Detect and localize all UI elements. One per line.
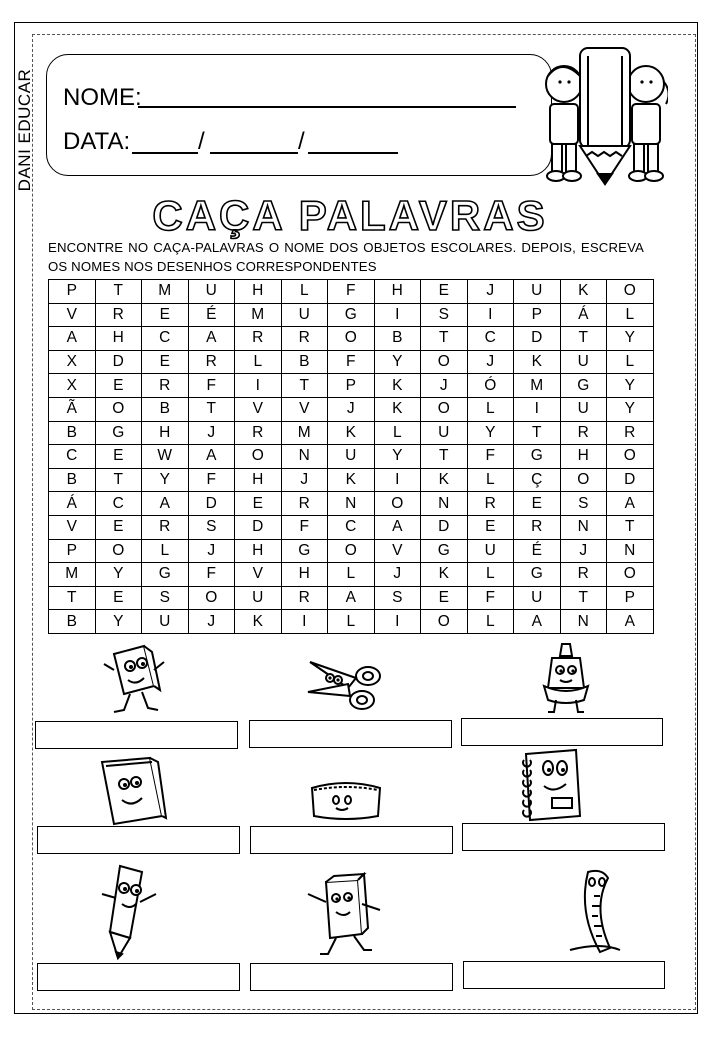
- grid-row: [49, 539, 654, 563]
- grid-cell[interactable]: V: [281, 397, 328, 421]
- grid-cell[interactable]: I: [281, 610, 328, 634]
- grid-cell[interactable]: F: [188, 468, 235, 492]
- grid-cell[interactable]: X: [49, 374, 96, 398]
- date-label: DATA:: [63, 128, 131, 155]
- grid-cell[interactable]: M: [281, 421, 328, 445]
- grid-cell[interactable]: C: [95, 492, 142, 516]
- grid-cell[interactable]: E: [142, 303, 189, 327]
- grid-cell[interactable]: L: [374, 421, 421, 445]
- grid-cell[interactable]: L: [467, 397, 514, 421]
- grid-cell[interactable]: R: [142, 515, 189, 539]
- answer-box-ruler[interactable]: [463, 961, 665, 989]
- grid-cell[interactable]: L: [328, 563, 375, 587]
- grid-cell[interactable]: H: [235, 280, 282, 304]
- grid-cell[interactable]: Á: [49, 492, 96, 516]
- grid-cell[interactable]: U: [235, 586, 282, 610]
- date-day-field[interactable]: [132, 150, 198, 154]
- grid-cell[interactable]: H: [374, 280, 421, 304]
- grid-cell[interactable]: I: [514, 397, 561, 421]
- grid-cell[interactable]: B: [142, 397, 189, 421]
- grid-cell[interactable]: B: [49, 468, 96, 492]
- grid-cell[interactable]: F: [328, 280, 375, 304]
- grid-row: [49, 610, 654, 634]
- grid-cell[interactable]: D: [421, 515, 468, 539]
- grid-row: [49, 445, 654, 469]
- grid-cell[interactable]: S: [188, 515, 235, 539]
- grid-cell[interactable]: J: [467, 350, 514, 374]
- grid-cell[interactable]: E: [467, 515, 514, 539]
- grid-cell[interactable]: N: [560, 515, 607, 539]
- grid-cell[interactable]: U: [188, 280, 235, 304]
- grid-cell[interactable]: L: [467, 468, 514, 492]
- grid-cell[interactable]: J: [560, 539, 607, 563]
- grid-cell[interactable]: F: [281, 515, 328, 539]
- grid-cell[interactable]: M: [142, 280, 189, 304]
- grid-cell[interactable]: M: [49, 563, 96, 587]
- grid-cell[interactable]: A: [328, 586, 375, 610]
- answer-box-notebook[interactable]: [462, 823, 665, 851]
- grid-cell[interactable]: J: [188, 539, 235, 563]
- grid-cell[interactable]: T: [514, 421, 561, 445]
- notebook-icon: [516, 746, 588, 822]
- grid-cell[interactable]: R: [467, 492, 514, 516]
- grid-cell[interactable]: D: [514, 327, 561, 351]
- grid-cell[interactable]: T: [421, 327, 468, 351]
- grid-row: [49, 563, 654, 587]
- grid-cell[interactable]: V: [49, 303, 96, 327]
- grid-cell[interactable]: E: [95, 374, 142, 398]
- name-field[interactable]: [138, 104, 516, 108]
- grid-cell[interactable]: L: [467, 610, 514, 634]
- grid-cell[interactable]: G: [142, 563, 189, 587]
- grid-cell[interactable]: S: [560, 492, 607, 516]
- date-separator: /: [298, 128, 305, 155]
- eraser-icon: [300, 872, 386, 960]
- brand-label: [14, 40, 36, 220]
- grid-cell[interactable]: Y: [95, 563, 142, 587]
- grid-row: [49, 374, 654, 398]
- kids-pencil-icon: [542, 42, 668, 192]
- grid-cell[interactable]: V: [49, 515, 96, 539]
- grid-cell[interactable]: T: [49, 586, 96, 610]
- grid-cell[interactable]: Y: [607, 327, 654, 351]
- grid-cell[interactable]: R: [235, 421, 282, 445]
- grid-cell[interactable]: O: [95, 539, 142, 563]
- grid-cell[interactable]: L: [142, 539, 189, 563]
- grid-cell[interactable]: U: [142, 610, 189, 634]
- grid-cell[interactable]: H: [95, 327, 142, 351]
- grid-cell[interactable]: Y: [374, 350, 421, 374]
- grid-cell[interactable]: I: [374, 610, 421, 634]
- grid-cell[interactable]: A: [607, 492, 654, 516]
- grid-cell[interactable]: J: [374, 563, 421, 587]
- answer-box-pencil[interactable]: [37, 963, 240, 991]
- glue-icon: [538, 640, 594, 718]
- scissors-icon: [300, 652, 386, 714]
- grid-cell[interactable]: U: [281, 303, 328, 327]
- grid-cell[interactable]: L: [467, 563, 514, 587]
- grid-cell[interactable]: O: [560, 468, 607, 492]
- grid-cell[interactable]: Á: [560, 303, 607, 327]
- date-year-field[interactable]: [308, 150, 398, 154]
- date-month-field[interactable]: [210, 150, 298, 154]
- grid-cell[interactable]: J: [281, 468, 328, 492]
- page-title: [150, 190, 550, 240]
- grid-cell[interactable]: Ó: [467, 374, 514, 398]
- grid-row: [49, 303, 654, 327]
- grid-cell[interactable]: G: [95, 421, 142, 445]
- grid-cell[interactable]: M: [235, 303, 282, 327]
- grid-cell[interactable]: R: [560, 563, 607, 587]
- grid-cell[interactable]: P: [328, 374, 375, 398]
- grid-cell[interactable]: I: [467, 303, 514, 327]
- grid-cell[interactable]: L: [607, 303, 654, 327]
- grid-cell[interactable]: T: [421, 445, 468, 469]
- grid-cell[interactable]: V: [235, 563, 282, 587]
- header-box: [46, 54, 552, 176]
- grid-row: [49, 492, 654, 516]
- grid-cell[interactable]: E: [421, 586, 468, 610]
- grid-cell[interactable]: É: [514, 539, 561, 563]
- grid-cell[interactable]: E: [235, 492, 282, 516]
- grid-cell[interactable]: D: [95, 350, 142, 374]
- grid-cell[interactable]: Y: [607, 397, 654, 421]
- grid-cell[interactable]: B: [281, 350, 328, 374]
- grid-cell[interactable]: N: [607, 539, 654, 563]
- grid-cell[interactable]: O: [235, 445, 282, 469]
- grid-cell[interactable]: K: [560, 280, 607, 304]
- grid-cell[interactable]: R: [95, 303, 142, 327]
- grid-cell[interactable]: N: [281, 445, 328, 469]
- grid-cell[interactable]: Y: [374, 445, 421, 469]
- grid-cell[interactable]: T: [560, 586, 607, 610]
- grid-cell[interactable]: I: [374, 468, 421, 492]
- grid-cell[interactable]: K: [328, 468, 375, 492]
- grid-cell[interactable]: J: [188, 421, 235, 445]
- grid-cell[interactable]: M: [514, 374, 561, 398]
- grid-row: [49, 350, 654, 374]
- answer-box-sharpener[interactable]: [35, 721, 238, 749]
- grid-cell[interactable]: R: [142, 374, 189, 398]
- grid-cell[interactable]: U: [514, 586, 561, 610]
- grid-cell[interactable]: B: [49, 421, 96, 445]
- grid-cell[interactable]: K: [421, 468, 468, 492]
- grid-cell[interactable]: A: [188, 445, 235, 469]
- grid-cell[interactable]: W: [142, 445, 189, 469]
- grid-cell[interactable]: N: [328, 492, 375, 516]
- grid-cell[interactable]: K: [328, 421, 375, 445]
- grid-cell[interactable]: R: [235, 327, 282, 351]
- grid-cell[interactable]: Y: [142, 468, 189, 492]
- ruler-icon: [564, 866, 624, 958]
- grid-row: [49, 280, 654, 304]
- grid-cell[interactable]: O: [607, 563, 654, 587]
- grid-cell[interactable]: C: [142, 327, 189, 351]
- grid-cell[interactable]: A: [142, 492, 189, 516]
- grid-cell[interactable]: O: [374, 492, 421, 516]
- grid-cell[interactable]: R: [188, 350, 235, 374]
- grid-cell[interactable]: O: [421, 350, 468, 374]
- grid-cell[interactable]: R: [281, 492, 328, 516]
- grid-cell[interactable]: F: [328, 350, 375, 374]
- grid-cell[interactable]: Y: [95, 610, 142, 634]
- grid-cell[interactable]: A: [188, 327, 235, 351]
- grid-row: [49, 397, 654, 421]
- grid-cell[interactable]: G: [514, 563, 561, 587]
- grid-cell[interactable]: P: [49, 539, 96, 563]
- grid-cell[interactable]: K: [421, 563, 468, 587]
- grid-cell[interactable]: E: [95, 586, 142, 610]
- grid-cell[interactable]: U: [421, 421, 468, 445]
- grid-cell[interactable]: G: [421, 539, 468, 563]
- grid-cell[interactable]: L: [235, 350, 282, 374]
- word-search-grid: [48, 279, 654, 634]
- grid-cell[interactable]: O: [607, 280, 654, 304]
- sharpener-icon: [100, 640, 170, 722]
- grid-cell[interactable]: B: [49, 610, 96, 634]
- grid-row: [49, 586, 654, 610]
- grid-cell[interactable]: D: [235, 515, 282, 539]
- book-icon: [96, 756, 168, 828]
- grid-cell[interactable]: E: [95, 445, 142, 469]
- grid-cell[interactable]: N: [560, 610, 607, 634]
- grid-cell[interactable]: S: [374, 586, 421, 610]
- grid-cell[interactable]: G: [514, 445, 561, 469]
- title-text: CAÇA PALAVRAS: [152, 192, 548, 239]
- grid-cell[interactable]: G: [281, 539, 328, 563]
- grid-cell[interactable]: J: [421, 374, 468, 398]
- grid-cell[interactable]: A: [514, 610, 561, 634]
- grid-cell[interactable]: P: [49, 280, 96, 304]
- grid-row: [49, 468, 654, 492]
- answer-box-pencil-case[interactable]: [250, 826, 453, 854]
- grid-cell[interactable]: I: [374, 303, 421, 327]
- grid-cell[interactable]: H: [142, 421, 189, 445]
- pencil-case-icon: [306, 778, 386, 822]
- grid-cell[interactable]: U: [328, 445, 375, 469]
- grid-cell[interactable]: P: [607, 586, 654, 610]
- grid-cell[interactable]: O: [421, 397, 468, 421]
- grid-cell[interactable]: H: [560, 445, 607, 469]
- answer-box-glue[interactable]: [461, 718, 663, 746]
- grid-cell[interactable]: P: [514, 303, 561, 327]
- grid-cell[interactable]: E: [142, 350, 189, 374]
- grid-cell[interactable]: Ã: [49, 397, 96, 421]
- grid-cell[interactable]: É: [188, 303, 235, 327]
- grid-cell[interactable]: D: [188, 492, 235, 516]
- name-label: NOME:: [63, 84, 142, 111]
- grid-cell[interactable]: G: [560, 374, 607, 398]
- grid-cell[interactable]: C: [328, 515, 375, 539]
- pencil-icon: [96, 862, 166, 962]
- grid-cell[interactable]: O: [421, 610, 468, 634]
- grid-cell[interactable]: F: [188, 563, 235, 587]
- grid-cell[interactable]: T: [95, 280, 142, 304]
- grid-cell[interactable]: O: [95, 397, 142, 421]
- grid-cell[interactable]: F: [467, 445, 514, 469]
- grid-cell[interactable]: K: [374, 374, 421, 398]
- grid-cell[interactable]: T: [95, 468, 142, 492]
- grid-cell[interactable]: U: [560, 397, 607, 421]
- grid-cell[interactable]: F: [467, 586, 514, 610]
- grid-cell[interactable]: I: [235, 374, 282, 398]
- grid-cell[interactable]: U: [514, 280, 561, 304]
- brand-text: DANI EDUCAR: [15, 68, 34, 192]
- grid-cell[interactable]: R: [607, 421, 654, 445]
- answer-box-scissors[interactable]: [249, 720, 452, 748]
- grid-cell[interactable]: R: [560, 421, 607, 445]
- grid-cell[interactable]: E: [421, 280, 468, 304]
- grid-cell[interactable]: C: [49, 445, 96, 469]
- answer-box-eraser[interactable]: [250, 963, 453, 991]
- grid-cell[interactable]: H: [235, 539, 282, 563]
- grid-cell[interactable]: S: [142, 586, 189, 610]
- grid-cell[interactable]: K: [235, 610, 282, 634]
- grid-cell[interactable]: R: [514, 515, 561, 539]
- grid-cell[interactable]: J: [188, 610, 235, 634]
- grid-cell[interactable]: C: [467, 327, 514, 351]
- grid-cell[interactable]: A: [607, 610, 654, 634]
- grid-cell[interactable]: F: [188, 374, 235, 398]
- grid-cell[interactable]: D: [607, 468, 654, 492]
- grid-cell[interactable]: G: [328, 303, 375, 327]
- grid-cell[interactable]: X: [49, 350, 96, 374]
- grid-cell[interactable]: S: [421, 303, 468, 327]
- grid-cell[interactable]: U: [467, 539, 514, 563]
- grid-cell[interactable]: R: [281, 327, 328, 351]
- grid-cell[interactable]: V: [235, 397, 282, 421]
- grid-cell[interactable]: T: [188, 397, 235, 421]
- grid-cell[interactable]: V: [374, 539, 421, 563]
- grid-cell[interactable]: Y: [467, 421, 514, 445]
- grid-cell[interactable]: B: [374, 327, 421, 351]
- grid-cell[interactable]: E: [95, 515, 142, 539]
- grid-cell[interactable]: A: [374, 515, 421, 539]
- grid-cell[interactable]: O: [328, 539, 375, 563]
- grid-row: [49, 515, 654, 539]
- grid-cell[interactable]: T: [607, 515, 654, 539]
- grid-cell[interactable]: R: [281, 586, 328, 610]
- grid-cell[interactable]: L: [328, 610, 375, 634]
- answer-box-book[interactable]: [37, 826, 240, 854]
- grid-cell[interactable]: A: [49, 327, 96, 351]
- grid-cell[interactable]: O: [328, 327, 375, 351]
- date-separator: /: [198, 128, 205, 155]
- grid-cell[interactable]: Ç: [514, 468, 561, 492]
- grid-cell[interactable]: H: [281, 563, 328, 587]
- grid-row: [49, 327, 654, 351]
- grid-cell[interactable]: N: [421, 492, 468, 516]
- grid-cell[interactable]: L: [607, 350, 654, 374]
- grid-cell[interactable]: J: [328, 397, 375, 421]
- grid-cell[interactable]: K: [374, 397, 421, 421]
- grid-cell[interactable]: H: [235, 468, 282, 492]
- grid-cell[interactable]: T: [281, 374, 328, 398]
- grid-cell[interactable]: U: [560, 350, 607, 374]
- grid-cell[interactable]: J: [467, 280, 514, 304]
- grid-row: [49, 421, 654, 445]
- grid-cell[interactable]: K: [514, 350, 561, 374]
- grid-cell[interactable]: O: [607, 445, 654, 469]
- grid-cell[interactable]: L: [281, 280, 328, 304]
- grid-cell[interactable]: Y: [607, 374, 654, 398]
- instructions: ENCONTRE NO CAÇA-PALAVRAS O NOME DOS OBJETOS ESCOLARES. DEPOIS, ESCREVA OS NOMES NOS DESENHOS CORRESPONDENTES: [48, 240, 644, 274]
- grid-cell[interactable]: T: [560, 327, 607, 351]
- grid-cell[interactable]: E: [514, 492, 561, 516]
- grid-cell[interactable]: O: [188, 586, 235, 610]
